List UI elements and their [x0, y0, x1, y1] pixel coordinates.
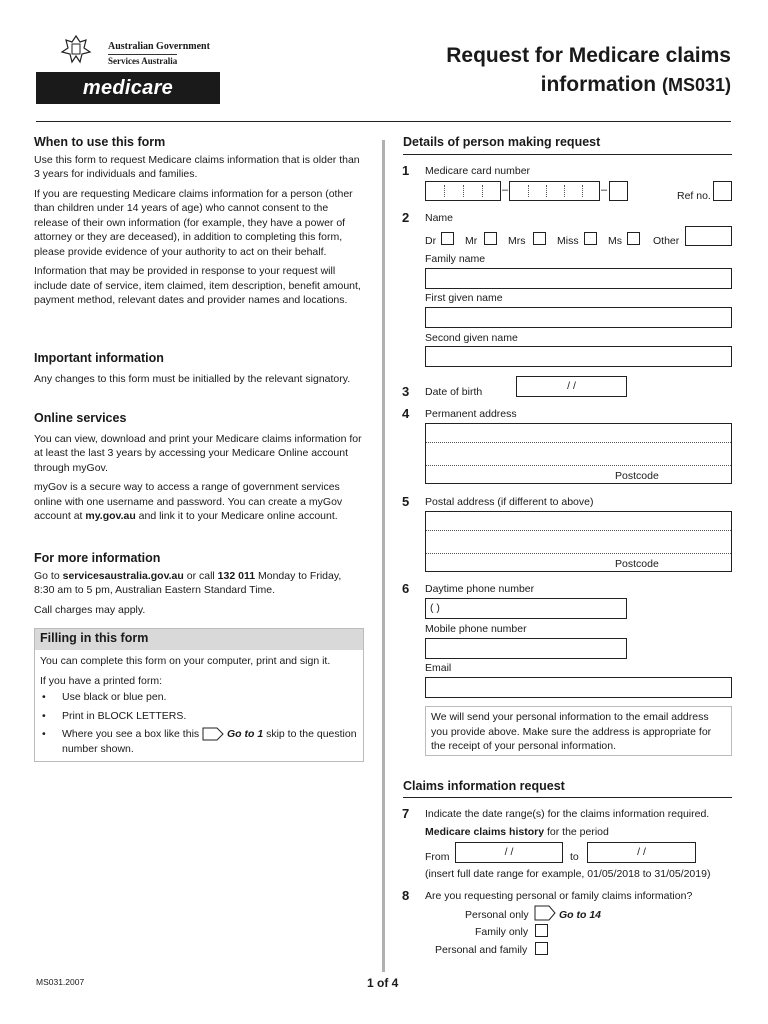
opt-personal-label: Personal only: [465, 909, 529, 921]
filling-box: [34, 628, 364, 762]
q6-label: Daytime phone number: [425, 583, 535, 595]
email-label: Email: [425, 662, 452, 674]
q2-number: 2: [402, 210, 410, 225]
from-separators: / /: [504, 846, 514, 858]
q8-label: Are you requesting personal or family claims information?: [425, 890, 693, 902]
postal-postcode-label: Postcode: [615, 558, 659, 570]
when-p2: If you are requesting Medicare claims information for a person (other than children under 14 years of age) who cannot consent to the release of their own information (for example, they have a power of attorney or they are deceased), in addition to completing this form, please provide evidence of your authority to act on their behalf.: [34, 187, 353, 258]
details-rule: [403, 154, 732, 155]
more-p1-tail: Monday to Friday, 8:30 am to 5 pm, Australian Eastern Standard Time.: [34, 569, 342, 596]
q5-number: 5: [402, 494, 410, 509]
bullet-3: [40, 727, 358, 756]
dob-input[interactable]: [516, 376, 627, 397]
q7-bold: Medicare claims history: [425, 826, 545, 838]
ref-number-input[interactable]: [713, 181, 732, 201]
q8-number: 8: [402, 888, 410, 903]
second-name-label: Second given name: [425, 332, 518, 344]
title-ms-label: Ms: [608, 235, 622, 247]
personal-only-checkbox[interactable]: [534, 905, 556, 921]
column-divider: [382, 140, 385, 972]
goto-arrow-icon: [202, 727, 224, 741]
family-name-label: Family name: [425, 253, 486, 265]
when-p3: Information that may be provided in response to your request will include date of service, item claimed, item description, benefit amount, payment method, relevant dates and provider names and locations.: [34, 265, 361, 306]
title-miss-checkbox[interactable]: [584, 232, 597, 245]
gov-line2: Services Australia: [108, 56, 178, 66]
email-input[interactable]: [425, 677, 732, 698]
form-title-text: information: [540, 73, 657, 96]
mobile-phone-input[interactable]: [425, 638, 627, 659]
daytime-phone-input[interactable]: [425, 598, 627, 619]
permanent-postcode-label: Postcode: [615, 470, 659, 482]
q7-subtitle: [425, 826, 609, 838]
form-code: (MS031): [661, 75, 731, 95]
q7-label: Indicate the date range(s) for the claims information required.: [425, 808, 710, 820]
form-title-line2: [541, 73, 731, 97]
when-p1: Use this form to request Medicare claims information that is older than 3 years for individuals and families.: [34, 153, 360, 180]
online-p2-tail: and link it to your Medicare online account.: [135, 510, 338, 522]
more-heading: For more information: [34, 551, 161, 565]
to-label: to: [570, 851, 579, 863]
coat-of-arms-icon: [58, 34, 94, 66]
bullet-3-tail: skip to the question number shown.: [62, 728, 357, 755]
page-number: 1 of 4: [367, 976, 399, 990]
important-section: [34, 351, 364, 391]
q7-rest: for the period: [544, 826, 609, 838]
online-p2-text: myGov is a secure way to access a range of government services online with one username and password. You can create a myGov account at: [34, 481, 343, 522]
q4-number: 4: [402, 406, 410, 421]
title-mr-checkbox[interactable]: [484, 232, 497, 245]
filling-body: [35, 650, 363, 760]
when-heading: When to use this form: [34, 135, 166, 149]
when-section: [34, 135, 364, 313]
medicare-card-part1[interactable]: [425, 181, 501, 201]
claims-heading: Claims information request: [403, 779, 565, 793]
more-p1-mid: or call: [183, 569, 218, 582]
form-title-line1: Request for Medicare claims: [446, 44, 731, 67]
filling-p1: You can complete this form on your computer, print and sign it.: [40, 655, 331, 667]
phone-number: 132 011: [217, 569, 256, 582]
more-p2: Call charges may apply.: [34, 603, 146, 616]
title-other-input[interactable]: [685, 226, 732, 246]
email-note: We will send your personal information to the email address you provide above. Make sure the address is appropriate for the receipt of your personal information.: [425, 706, 732, 756]
q7-number: 7: [402, 806, 410, 821]
phone-paren: ( ): [430, 602, 440, 614]
online-p2: [34, 480, 364, 524]
q2-label: Name: [425, 212, 454, 224]
personal-family-checkbox[interactable]: [535, 942, 548, 955]
first-name-label: First given name: [425, 292, 503, 304]
footer-code: MS031.2007: [36, 977, 85, 987]
family-only-checkbox[interactable]: [535, 924, 548, 937]
q1-label: Medicare card number: [425, 165, 531, 177]
online-p1: You can view, download and print your Medicare claims information for at least the last 3 years by accessing your Medicare Online account through myGov.: [34, 432, 362, 474]
header-rule: [36, 121, 731, 122]
important-p: Any changes to this form must be initialled by the relevant signatory.: [34, 372, 351, 385]
q5-label: Postal address (if different to above): [425, 496, 594, 508]
postal-address-input[interactable]: [425, 511, 732, 572]
permanent-address-input[interactable]: [425, 423, 732, 484]
medicare-card-part2[interactable]: [509, 181, 600, 201]
q7-example: (insert full date range for example, 01/05/2018 to 31/05/2019): [425, 868, 711, 880]
online-heading: Online services: [34, 411, 127, 425]
medicare-logo: medicare: [36, 72, 220, 104]
gov-line1: Australian Government: [108, 41, 210, 52]
to-date-input[interactable]: [587, 842, 696, 863]
title-dr-checkbox[interactable]: [441, 232, 454, 245]
opt-family-label: Family only: [475, 926, 529, 938]
title-other-label: Other: [653, 235, 680, 247]
bullet-3-text: Where you see a box like this: [62, 728, 200, 740]
filling-p2: If you have a printed form:: [40, 674, 162, 687]
claims-rule: [403, 797, 732, 798]
to-separators: / /: [637, 846, 646, 858]
more-p1: [34, 569, 364, 598]
from-date-input[interactable]: [455, 842, 563, 863]
from-label: From: [425, 851, 450, 863]
mobile-label: Mobile phone number: [425, 623, 527, 635]
second-name-input[interactable]: [425, 346, 732, 367]
more-p1-text: Go to: [34, 569, 63, 582]
more-section: [34, 551, 364, 622]
q1-number: 1: [402, 163, 410, 178]
title-mrs-checkbox[interactable]: [533, 232, 546, 245]
card-dash-1: –: [502, 184, 509, 196]
q3-label: Date of birth: [425, 386, 483, 398]
q4-label: Permanent address: [425, 408, 517, 420]
goto-label: Go to 1: [227, 728, 264, 740]
q6-number: 6: [402, 581, 410, 596]
opt-both-label: Personal and family: [435, 944, 528, 956]
title-mr-label: Mr: [465, 235, 478, 247]
title-miss-label: Miss: [557, 235, 579, 247]
details-heading: Details of person making request: [403, 135, 601, 149]
services-link[interactable]: servicesaustralia.gov.au: [62, 569, 184, 582]
online-section: [34, 411, 364, 529]
title-ms-checkbox[interactable]: [627, 232, 640, 245]
important-heading: Important information: [34, 351, 164, 365]
bullet-1: • Use black or blue pen.: [40, 690, 358, 705]
mygov-link[interactable]: my.gov.au: [85, 510, 136, 522]
bullet-2: • Print in BLOCK LETTERS.: [40, 709, 358, 724]
first-name-input[interactable]: [425, 307, 732, 328]
card-dash-2: –: [601, 184, 608, 196]
opt-goto: Go to 14: [559, 909, 602, 921]
title-dr-label: Dr: [425, 235, 437, 247]
medicare-card-part3[interactable]: [609, 181, 628, 201]
dob-separators: / /: [567, 380, 576, 392]
filling-heading: Filling in this form: [35, 629, 363, 650]
title-mrs-label: Mrs: [508, 235, 526, 247]
ref-label: Ref no.: [677, 190, 711, 202]
q3-number: 3: [402, 384, 410, 399]
family-name-input[interactable]: [425, 268, 732, 289]
